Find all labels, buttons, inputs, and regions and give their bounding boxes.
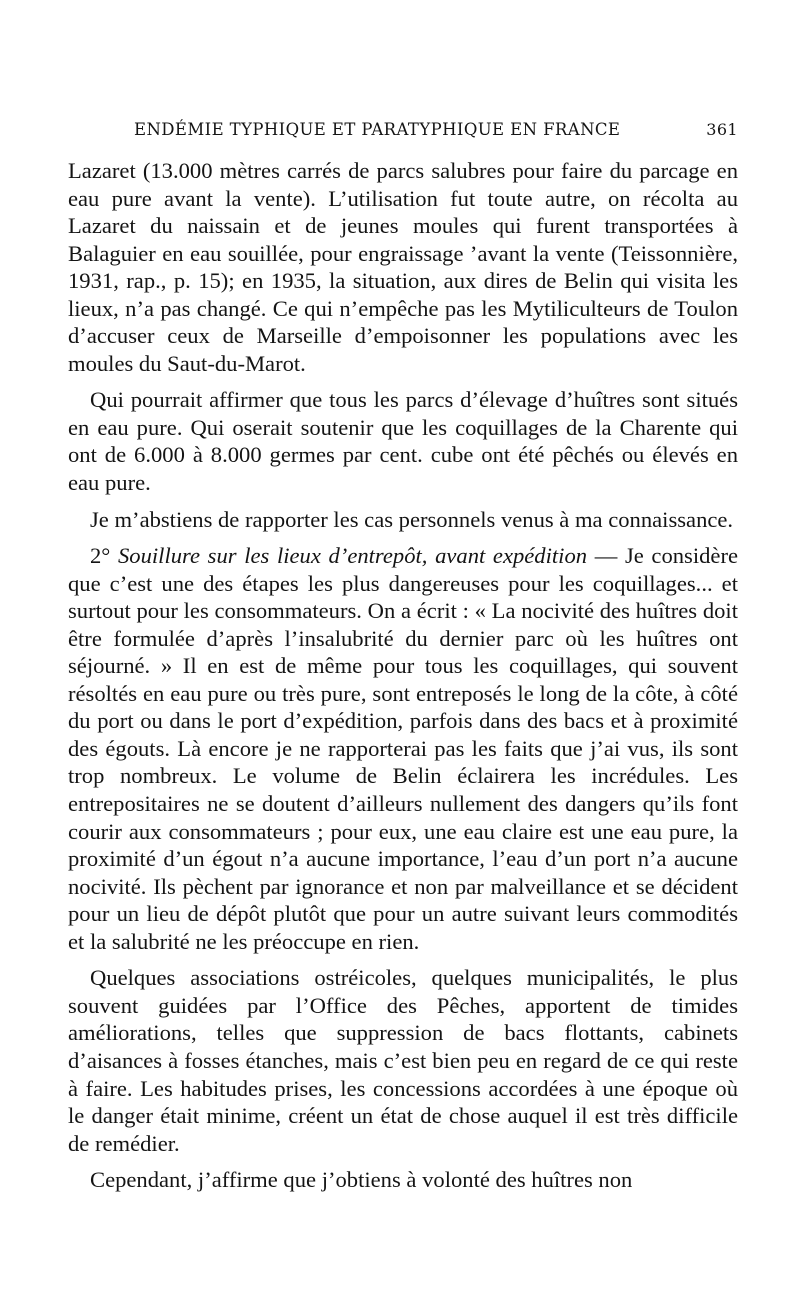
section-2-number: 2° [90,543,111,569]
paragraph-abstention: Je m’abstiens de rapporter les cas personnels venus à ma connaissance. [90,506,734,532]
paragraph-parcs-elevage: Qui pourrait affirmer que tous les parcs d’élevage d’huîtres sont situés en eau pure. Qui oserait soutenir que les coquillages de la Charente qui ont de 6.000 à 8.000 germes par cent. cube ont été pêchés ou élevés en eau pure. [68,387,738,496]
running-title: ENDÉMIE TYPHIQUE ET PARATYPHIQUE EN FRANCE [134,120,621,139]
paragraph-cependant: Cependant, j’affirme que j’obtiens à volonté des huîtres non [90,1167,633,1193]
paragraph-lazaret: Lazaret (13.000 mètres carrés de parcs salubres pour faire du parcage en eau pure avant la vente). L’utilisation fut toute autre, on récolta au Lazaret du naissain et de jeunes moules qui furent transportées à Balaguier en eau souillée, pour engraissage ’avant la vente (Teissonnière, 1931, rap., p. 15); en 1935, la situation, aux dires de Belin qui visita les lieux, n’a pas changé. Ce qui n’empêche pas les Mytiliculteurs de Toulon d’accuser ceux de Marseille d’empoisonner les populations avec les moules du Saut-du-Marot. [68,158,738,376]
running-head [68,120,738,144]
paragraph-associations: Quelques associations ostréicoles, quelques municipalités, le plus souvent guidées par l’Office des Pêches, apportent de timides améliorations, telles que suppression de bacs flottants, cabinets d’aisances à fosses étanches, mais c’est bien peu en regard de ce qui reste à faire. Les habitudes prises, les concessions accordées à une époque où le danger était minime, créent un état de chose auquel il est très difficile de remédier. [68,965,738,1156]
section-2-heading: Souillure sur les lieux d’entrepôt, avant expédition [118,543,588,569]
paragraph-section-2 [68,542,738,955]
page-number: 361 [706,120,738,139]
section-2-text: — Je considère que c’est une des étapes les plus dangereuses pour les coquillages... et surtout pour les consommateurs. On a écrit : « La nocivité des huîtres doit être formulée d’après l’insalubrité du dernier parc où les huîtres ont séjourné. » Il en est de même pour tous les coquillages, qui souvent résoltés en eau pure ou très pure, sont entreposés le long de la côte, à côté du port ou dans le port d’expédition, parfois dans des bacs et à proximité des égouts. Là encore je ne rapporterai pas les faits que j’ai vus, ils sont trop nombreux. Le volume de Belin éclairera les incrédules. Les entrepositaires ne se doutent d’ailleurs nullement des dangers qu’ils font courir aux consommateurs ; pour eux, une eau claire est une eau pure, la proximité d’un égout n’a aucune importance, l’eau d’un port n’a aucune nocivité. Ils pèchent par ignorance et non par malveillance et se décident pour un lieu de dépôt plutôt que pour un autre suivant leurs commodités et la salubrité ne les préoccupe en rien. [68,543,738,954]
body-text [68,157,738,1194]
